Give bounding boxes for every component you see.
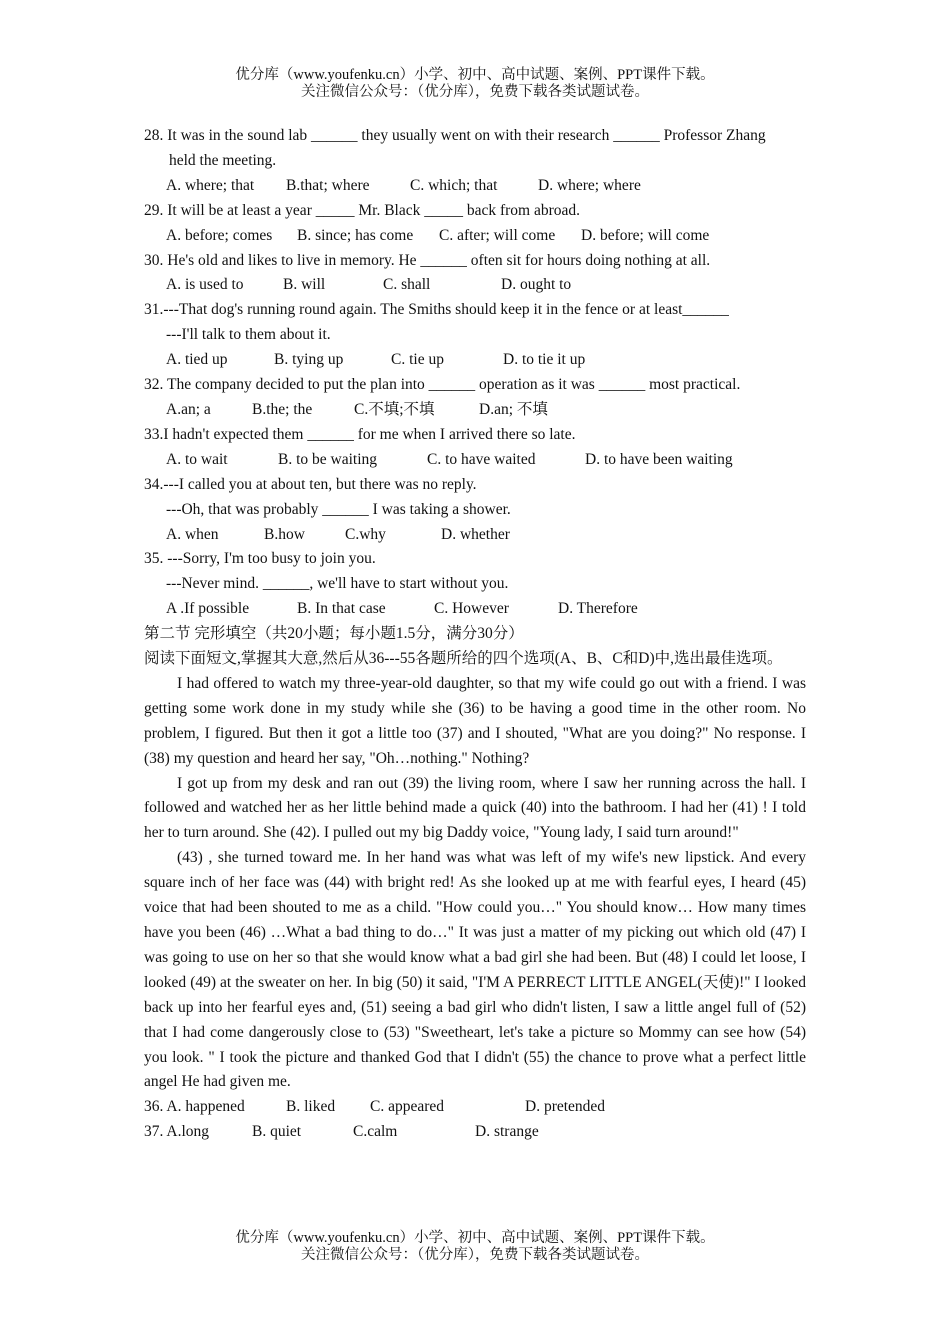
option-a: A .If possible (166, 600, 250, 618)
header-line-1: 优分库（www.youfenku.cn）小学、初中、高中试题、案例、PPT课件下载。 (235, 67, 715, 83)
option-a: 36. A. happened (144, 1098, 245, 1116)
option-b: B.how (264, 525, 305, 543)
question-33-options (144, 448, 806, 473)
option-c: C. to have waited (427, 450, 536, 468)
question-35-options (144, 597, 806, 622)
option-d: D. strange (475, 1123, 539, 1141)
option-d: D. to have been waiting (585, 450, 733, 468)
option-a: A. before; comes (166, 226, 273, 244)
cloze-36-options (144, 1095, 806, 1120)
page-footer (0, 1230, 950, 1264)
option-c: C.why (345, 525, 386, 543)
question-34-options (144, 523, 806, 548)
option-c: C. shall (383, 276, 431, 294)
option-a: A.an; a (166, 400, 211, 418)
footer-line-2: 关注微信公众号：（优分库），免费下载各类试题试卷。 (301, 1247, 649, 1263)
option-d: D. pretended (525, 1098, 606, 1116)
option-d: D. ought to (501, 276, 572, 294)
option-c: C. appeared (370, 1098, 445, 1116)
passage-paragraph-2: I got up from my desk and ran out (39) the living room, where I saw her running across the hall. I followed and watched her as her little behind made a quick (40) into the bathroom. I had her (41) ! I told her to turn around. She (42). I pulled out my big Daddy voice, "Young lady, I said turn around!" (144, 774, 806, 842)
question-35-reply: ---Never mind. ______, we'll have to start without you. (166, 575, 509, 593)
footer-line-1: 优分库（www.youfenku.cn）小学、初中、高中试题、案例、PPT课件下载。 (235, 1230, 715, 1246)
passage-paragraph-3: (43) , she turned toward me. In her hand was what was left of my wife's new lipstick. And every square inch of her face was (44) with bright red! As she looked up at me with fearful eyes, I heard (45) voice that had been shouted to me as a child. "How could you…" You should know… How many times have you been (46) …What a bad thing to do…" It was just a matter of my picking out which old (47) I was going to use on her so that she would know what a bad girl she had been. But (48) I could let loose, I looked (49) at the sweater on her. In big (50) it said, "I'M A PERRECT LITTLE ANGEL(天使)!" I looked back up into her fearful eyes and, (51) seeing a bad girl who didn't listen, I saw a little angel full of (52) that I had come dangerously close to (53) "Sweetheart, let's take a picture so Mommy can see how (54) you look. " I took the picture and thanked God that I didn't (55) the chance to prove what a perfect little angel He had given me. (144, 849, 806, 1091)
option-d: D. Therefore (558, 600, 638, 618)
option-b: B. quiet (252, 1123, 302, 1141)
question-28-stem-continued: held the meeting. (169, 151, 277, 169)
option-b: B.the; the (252, 400, 313, 418)
option-b: B.that; where (286, 176, 370, 194)
option-b: B. to be waiting (278, 450, 378, 468)
option-c: C. which; that (410, 176, 498, 194)
option-a: A. when (166, 525, 219, 543)
option-c: C. after; will come (439, 226, 556, 244)
option-b: B. tying up (274, 351, 344, 369)
question-31-reply: ---I'll talk to them about it. (166, 326, 331, 344)
question-33-stem: 33.I hadn't expected them ______ for me when I arrived there so late. (144, 425, 576, 443)
option-a: A. to wait (166, 450, 228, 468)
passage-paragraph-1: I had offered to watch my three-year-old daughter, so that my wife could go out with a friend. I was getting some work done in my study while she (36) to be having a good time in the other room. No problem, I figured. But then it got a little too (37) and I shouted, "What are you doing?" No response. I (38) my question and heard her say, "Oh…nothing." Nothing? (144, 674, 806, 767)
header-line-2: 关注微信公众号：（优分库），免费下载各类试题试卷。 (301, 84, 649, 100)
option-c: C. However (434, 600, 509, 618)
option-d: D. where; where (538, 176, 641, 194)
option-c: C.calm (353, 1123, 398, 1141)
question-28-options (144, 174, 806, 199)
option-b: B. In that case (297, 600, 386, 618)
question-35-stem: 35. ---Sorry, I'm too busy to join you. (144, 550, 376, 568)
option-b: B. since; has come (297, 226, 414, 244)
option-c: C. tie up (391, 351, 444, 369)
question-31-options (144, 348, 806, 373)
exam-content (144, 124, 806, 1145)
option-d: D. whether (441, 525, 510, 543)
question-30-options (144, 273, 806, 298)
option-a: 37. A.long (144, 1123, 210, 1141)
option-a: A. tied up (166, 351, 228, 369)
option-a: A. is used to (166, 276, 244, 294)
question-32-stem: 32. The company decided to put the plan into ______ operation as it was ______ most practical. (144, 376, 741, 394)
question-30-stem: 30. He's old and likes to live in memory. He ______ often sit for hours doing nothing at all. (144, 251, 711, 269)
page-header (0, 67, 950, 101)
option-a: A. where; that (166, 176, 255, 194)
question-34-reply: ---Oh, that was probably ______ I was taking a shower. (166, 500, 511, 518)
question-32-options (144, 398, 806, 423)
section-2-title: 第二节 完形填空（共20小题；每小题1.5分，满分30分） (144, 625, 524, 643)
option-d: D.an; 不填 (479, 400, 548, 418)
section-2-instruction: 阅读下面短文,掌握其大意,然后从36---55各题所给的四个选项(A、B、C和D)中,选出最佳选项。 (144, 650, 783, 668)
question-29-stem: 29. It will be at least a year _____ Mr. Black _____ back from abroad. (144, 201, 581, 219)
option-c: C.不填;不填 (354, 400, 435, 418)
option-b: B. will (283, 276, 326, 294)
cloze-37-options (144, 1120, 806, 1145)
question-29-options (144, 224, 806, 249)
question-31-stem: 31.---That dog's running round again. The Smiths should keep it in the fence or at least______ (144, 301, 729, 319)
question-34-stem: 34.---I called you at about ten, but there was no reply. (144, 475, 477, 493)
question-28-stem: 28. It was in the sound lab ______ they usually went on with their research ______ Professor Zhang (144, 127, 766, 144)
option-d: D. to tie it up (503, 351, 586, 369)
option-b: B. liked (286, 1098, 336, 1116)
option-d: D. before; will come (581, 226, 710, 244)
